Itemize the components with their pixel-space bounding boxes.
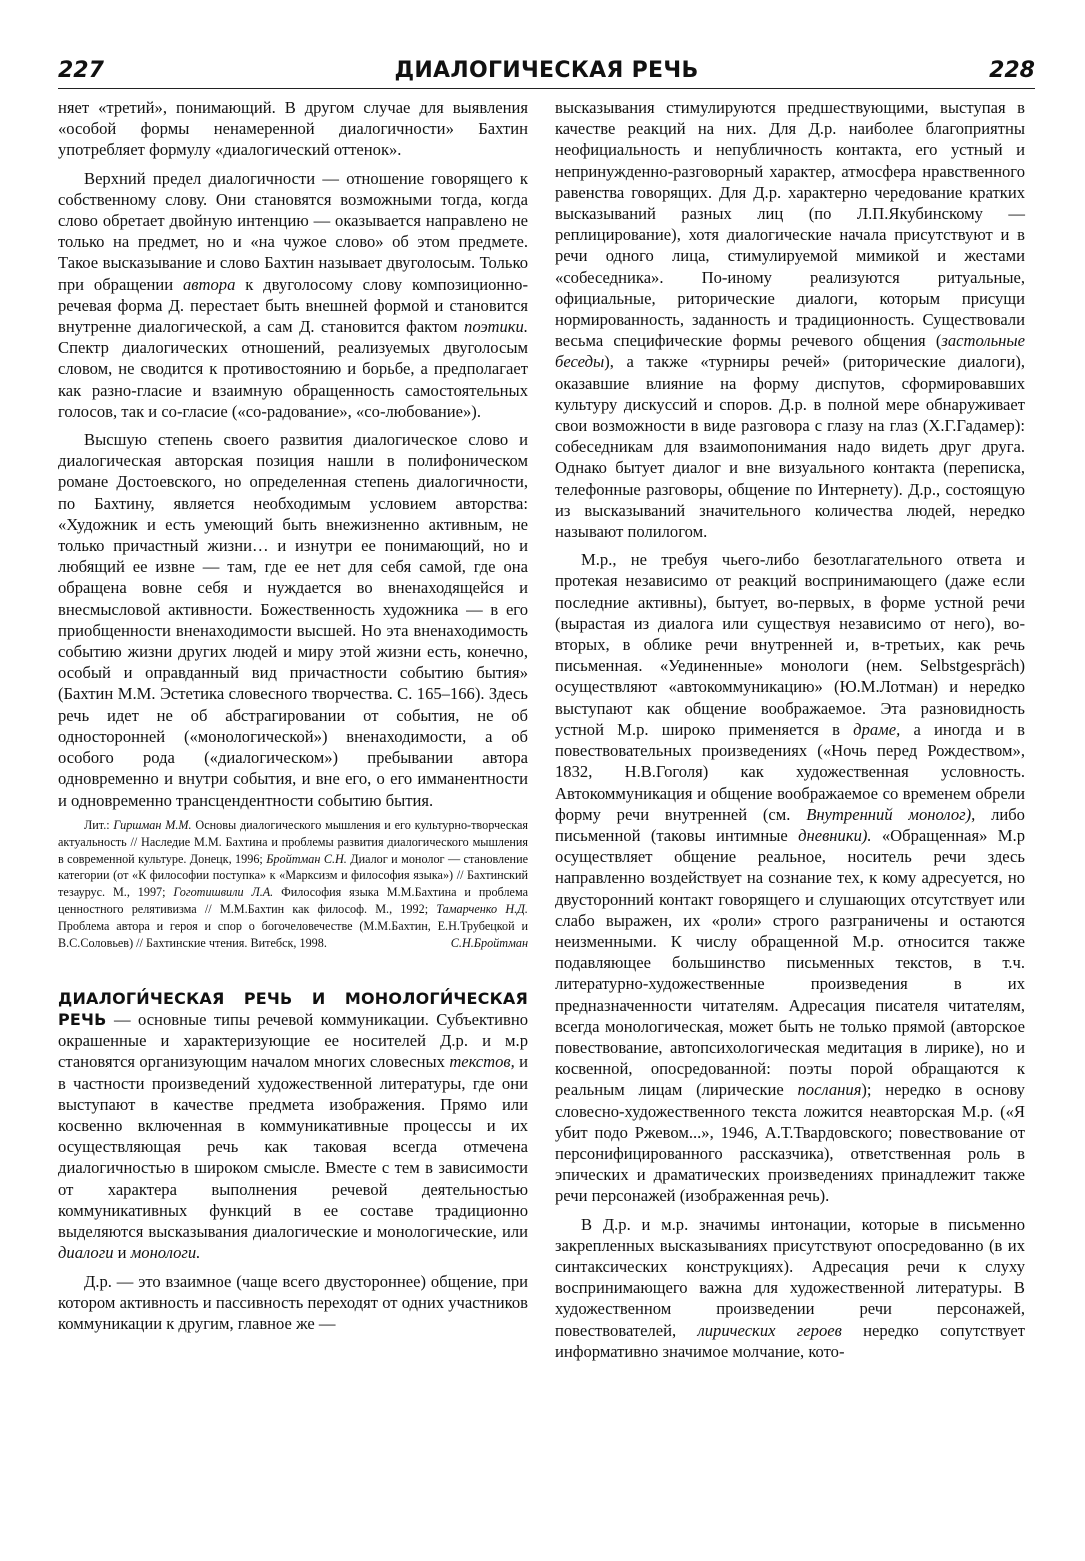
paragraph: няет «третий», понимающий. В другом случае для выявления «особой формы ненамеренной диалогичности» Бахтин употребляет формулу «диалогический оттенок». (58, 98, 528, 160)
page-header (58, 58, 1035, 92)
header-rule (58, 88, 1035, 89)
left-column (58, 97, 528, 1334)
paragraph: М.р., не требуя чьего-либо безотлагательного ответа и протекая независимо от реакций воспринимающего (даже если последние активны), бытует, во-первых, в форме устной речи (вырастая из диалога или существуя независимо от него), во-вторых, в облике речи внутренней и, в-третьих, как речь письменная. «Уединенные» монологи (нем. Selbstgespräch) осуществляют «автокоммуникацию» (Ю.М.Лотман) и нередко выступают как общение воображаемое. Эта разновидность устной М.р. широко применяется в драме, а иногда и в повествовательных произведениях («Ночь перед Рождеством», 1832, Н.В.Гоголя) как художественная условность. Автокоммуникация и общение воображаемое со временем обрели форму речи внутренней (см. Внутренний монолог), либо письменной (таковы интимные дневники). «Обращенная» М.р осуществляет общение реальное, носитель речи здесь направленно воздействует на сознание тех, к кому адресуется, но двусторонний контакт говорящего и слушающих отсутствует или слабо выражен, их «роли» строго разграничены и остаются неизменными. К числу обращенной М.р. относится также подавляющее большинство письменных текстов, в т.ч. литературно-художественные произведения в их предназначенности читателям. Адресация писателя читателям, всегда монологическая, может быть не только прямой (авторское повествование, автопсихологическая медитация в лирике), но и косвенной, опосредованной: поэты порой обращаются к реальным лицам (лирические послания); нередко в основу словесно-художественного текста ложится неавторская М.р. («Я убит подо Ржевом...», 1946, А.Т.Твардовского; повествование от персонифицированного рассказчика), ответственная роль в эпических и драматических произведениях принадлежит также речи персонажей (изображенная речь). (555, 550, 1025, 1206)
article-signature: С.Н.Бройтман (450, 935, 528, 950)
page-number-left: 227 (58, 58, 104, 83)
running-title: ДИАЛОГИЧЕСКАЯ РЕЧЬ (394, 58, 699, 83)
paragraph: Д.р. — это взаимное (чаще всего двустороннее) общение, при котором активность и пассивность переходят от одних участников коммуникации к другим, главное же — (58, 1271, 528, 1333)
paragraph: В Д.р. и м.р. значимы интонации, которые в письменно закрепленных высказываниях присутствуют опосредованно (в их синтаксических конструкциях). Адресация речи к слуху воспринимающего важна для художественной литературы. В художественном произведении речи персонажей, повествователей, лирических героев нередко сопутствует информативно значимое молчание, кото- (555, 1214, 1025, 1361)
paragraph: высказывания стимулируются предшествующими, выступая в качестве реакций на них. Для Д.р. наиболее благоприятны неофициальность и непубличность контакта, его устный и непринужденно-разговорный характер, атмосфера нравственного равенства говорящих. Для Д.р. характерно чередование кратких высказываний разных лиц (по Л.П.Якубинскому — реплицирование), хотя диалогические начала присутствуют и в речи одного лица, стимулируемой мимикой и жестами «собеседника». По-иному реализуются ритуальные, официальные, риторические диалоги, которым присущи нормированность, заданность и традиционность. Существовали весьма специфические формы речевого общения (застольные беседы), а также «турниры речей» (риторические диалоги), оказавшие влияние на форму диспутов, сформировавших культуру дискуссий и споров. Д.р. в полной мере обнаруживает свои возможности в виде разговора с глазу на глаз (Х.Г.Гадамер): собеседникам для взаимопонимания надо видеть друг друга. Однако бытует диалог и вне визуального контакта (переписка, телефонные разговоры, общение по Интернету). Д.р., состоящую из высказываний значительного количества людей, нередко называют полилогом. (555, 98, 1025, 542)
paragraph: Высшую степень своего развития диалогическое слово и диалогическая авторская позиция нашли в полифоническом романе Достоевского, но определенная степень диалогичности, по Бахтину, является необходимым условием авторства: «Художник и есть умеющий быть внежизненно активным, не только причастный жизни… и изнутри ее понимающий, но и любящий ее извне — там, где ее нет для себя самой, где она обращена вовне себя и нуждается во вненаходящейся и внесмысловой активности. Божественность художника — в его приобщенности вненаходимости высшей. Но эта вненаходимость событию жизни других людей и миру этой жизни есть, конечно, особый и оправданный вид причастности событию бытия» (Бахтин М.М. Эстетика словесного творчества. С. 165–166). Здесь речь идет не об абстрагировании от события, не об односторонней («монологической») вненаходимости, а об особого рода («диалогическом») пребывании автора одновременно и внутри события, и вне его, о его имманентности и одновременно трансцендентности событию бытия. (58, 430, 528, 810)
article-title: ДИАЛОГИ́ЧЕСКАЯ РЕЧЬ И МОНОЛОГИ́ЧЕСКАЯ РЕЧЬ (58, 988, 528, 1030)
right-column (555, 97, 1025, 1362)
literature-list: Лит.: Гиршман М.М. Основы диалогического мышления и его культурно-творческая актуальность // Наследие М.М. Бахтина и проблемы развития диалогического мышления в современной культуре. Донецк, 1996; Бройтман С.Н. Диалог и монолог — становление категории (от «К философии поступка» к «Марксизм и философия языка») // Бахтинский тезаурус. М., 1997; Гоготишвили Л.А. Философия языка М.М.Бахтина и проблема ценностного релятивизма // М.М.Бахтин как философ. М., 1992; Тамарченко Н.Д. Проблема автора и героя и спор о богочеловечестве (М.М.Бахтин, Е.Н.Трубецкой и В.С.Соловьев) // Бахтинские чтения. Витебск, 1998. С.Н.Бройтман (58, 817, 528, 951)
paragraph: Верхний предел диалогичности — отношение говорящего к собственному слову. Они становятся возможными тогда, когда слово обретает двойную интенцию — оказывается направлено не только на предмет, но и «на чужое слово» об этом предмете. Такое высказывание и слово Бахтин называет двуголосым. Только при обращении автора к двуголосому слову композиционно-речевая форма Д. перестает быть внешней формой и становится внутренне диалогической, а сам Д. становится фактом поэтики. Спектр диалогических отношений, реализуемых двуголосым словом, не сводится к противостоянию и борьбе, а предполагает как разно-гласие и взаимную обращенность самостоятельных голосов, так и со-гласие («со-радование», «со-любование»). (58, 168, 528, 421)
article-heading-paragraph: ДИАЛОГИ́ЧЕСКАЯ РЕЧЬ И МОНОЛОГИ́ЧЕСКАЯ РЕЧЬ — основные типы речевой коммуникации. Субъективно окрашенные и характеризующие ее носителей Д.р. и м.р становятся организующим началом многих словесных текстов, и в частности произведений художественной литературы, где они выступают в качестве предмета изображения. Прямо или косвенно включенная в коммуникативные процессы и их осуществляющая речь как таковая всегда отмечена диалогичностью в широком смысле. Вместе с тем в зависимости от характера выполнения речевой деятельностью коммуникативных функций в ее составе традиционно выделяются высказывания диалогические и монологические, или диалоги и монологи. (58, 988, 529, 1263)
page-number-right: 228 (989, 58, 1035, 83)
